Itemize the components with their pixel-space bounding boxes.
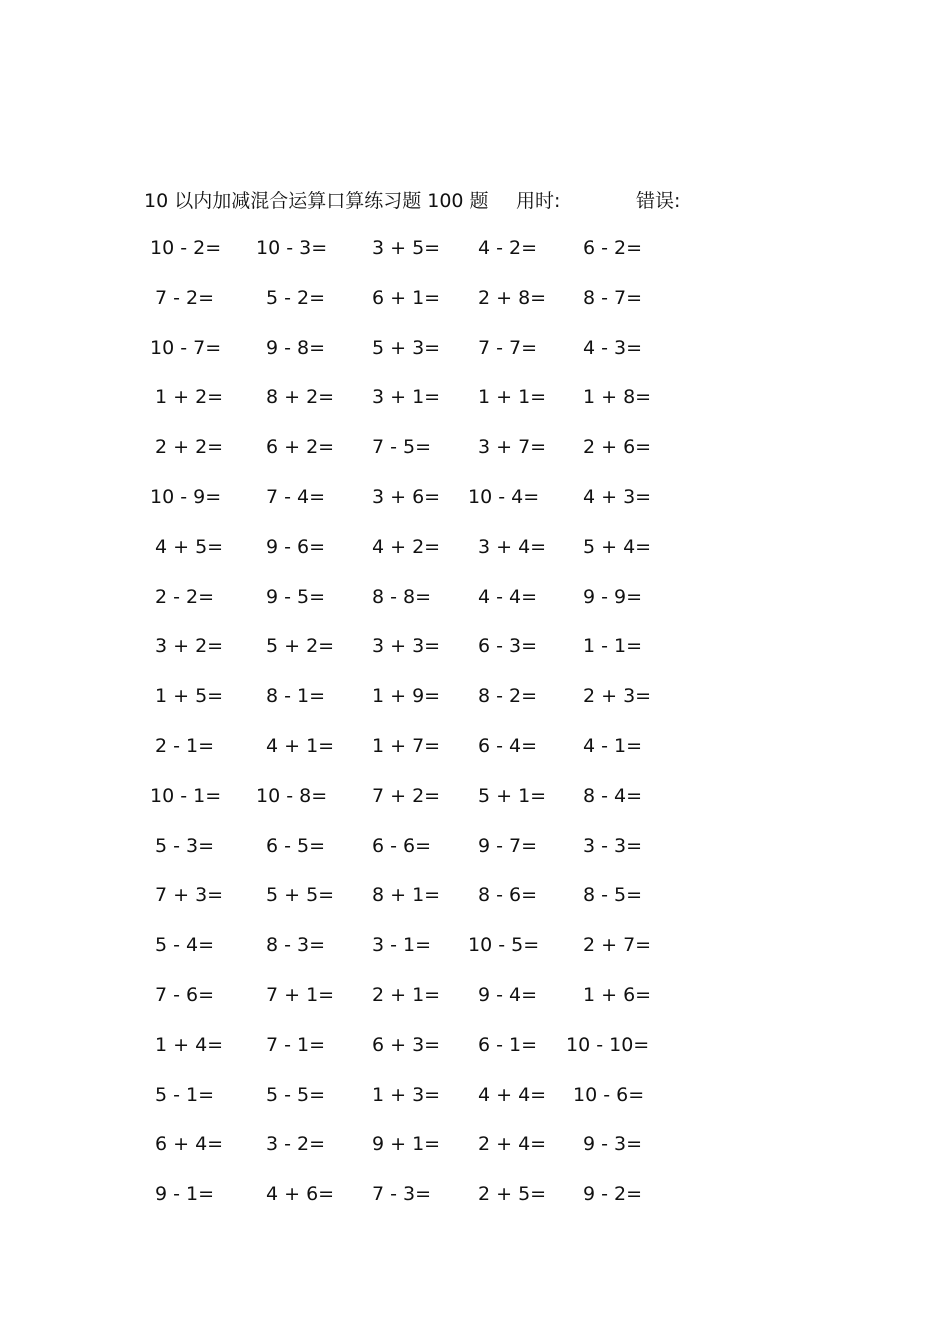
problem-item: 7 - 1= [266,1033,326,1056]
problem-item: 9 - 2= [583,1183,643,1206]
problem-item: 4 + 5= [155,535,224,558]
problem-item: 5 + 4= [583,535,652,558]
problem-item: 3 - 2= [266,1133,326,1156]
problem-item: 5 - 5= [266,1083,326,1106]
time-label: 用时: [516,190,561,212]
problem-item: 7 - 6= [155,984,215,1006]
problem-item: 4 - 4= [478,585,538,608]
problem-item: 8 + 1= [372,884,441,907]
problem-item: 4 + 2= [372,535,441,558]
problem-item: 8 - 6= [478,884,538,907]
problem-item: 2 + 3= [583,685,652,708]
problem-item: 2 + 7= [583,934,652,957]
problem-item: 9 - 4= [478,984,538,1006]
problem-item: 2 + 8= [478,286,547,309]
problem-item: 5 - 2= [266,286,326,309]
problem-item: 1 + 6= [583,984,652,1006]
problem-item: 9 + 1= [372,1133,441,1156]
problem-item: 9 - 5= [266,585,326,608]
problem-item: 6 - 2= [583,237,643,259]
problem-item: 10 - 1= [150,784,222,807]
problem-item: 8 + 2= [266,386,335,409]
problem-item: 6 + 1= [372,286,441,309]
problem-item: 1 + 2= [155,386,224,409]
problem-item: 10 - 2= [150,237,222,259]
problem-item: 5 + 1= [478,784,547,807]
problem-item: 10 - 3= [256,237,328,259]
problem-item: 7 + 1= [266,984,335,1006]
problem-item: 5 - 3= [155,834,215,857]
problem-item: 7 + 2= [372,784,441,807]
problem-item: 8 - 4= [583,784,643,807]
problem-item: 3 - 3= [583,834,643,857]
problem-item: 3 + 3= [372,635,441,658]
problem-item: 4 - 1= [583,735,643,757]
problem-item: 8 - 7= [583,286,643,309]
problem-item: 9 - 1= [155,1183,215,1206]
problem-item: 3 + 6= [372,486,441,508]
problem-item: 3 + 1= [372,386,441,409]
problem-item: 1 + 8= [583,386,652,409]
problem-item: 5 + 3= [372,336,441,359]
problem-item: 1 + 9= [372,685,441,708]
problem-item: 6 + 2= [266,436,335,459]
problem-item: 9 - 8= [266,336,326,359]
problem-item: 6 - 5= [266,834,326,857]
problem-item: 6 - 4= [478,735,538,757]
problem-item: 6 + 3= [372,1033,441,1056]
problem-item: 3 + 5= [372,237,441,259]
problem-item: 9 - 7= [478,834,538,857]
problem-item: 10 - 7= [150,336,222,359]
problem-item: 6 - 1= [478,1033,538,1056]
problem-item: 10 - 8= [256,784,328,807]
problem-item: 2 + 1= [372,984,441,1006]
problem-item: 6 - 6= [372,834,432,857]
problem-item: 2 + 6= [583,436,652,459]
problem-item: 10 - 5= [468,934,540,957]
problem-item: 8 - 1= [266,685,326,708]
problem-item: 6 + 4= [155,1133,224,1156]
problem-item: 7 - 7= [478,336,538,359]
problem-item: 8 - 3= [266,934,326,957]
problem-item: 8 - 2= [478,685,538,708]
problem-item: 2 + 5= [478,1183,547,1206]
worksheet-title: 10 以内加减混合运算口算练习题 100 题 [144,190,489,212]
problem-item: 3 + 2= [155,635,224,658]
problem-item: 5 + 5= [266,884,335,907]
problem-item: 9 - 6= [266,535,326,558]
problem-item: 6 - 3= [478,635,538,658]
problem-item: 1 + 7= [372,735,441,757]
problem-item: 5 - 4= [155,934,215,957]
problem-item: 10 - 4= [468,486,540,508]
problem-item: 5 - 1= [155,1083,215,1106]
problem-item: 2 + 2= [155,436,224,459]
problem-item: 1 + 1= [478,386,547,409]
problem-item: 5 + 2= [266,635,335,658]
problem-item: 3 + 4= [478,535,547,558]
problem-item: 1 + 5= [155,685,224,708]
problem-item: 8 - 5= [583,884,643,907]
problem-item: 1 + 3= [372,1083,441,1106]
problem-item: 7 - 4= [266,486,326,508]
problem-item: 7 - 3= [372,1183,432,1206]
error-label: 错误: [636,190,681,212]
problem-item: 10 - 6= [573,1083,645,1106]
problem-item: 4 - 3= [583,336,643,359]
problem-item: 7 + 3= [155,884,224,907]
problem-item: 4 + 4= [478,1083,547,1106]
problem-item: 10 - 10= [566,1033,650,1056]
problem-item: 3 - 1= [372,934,432,957]
problem-item: 7 - 2= [155,286,215,309]
problem-item: 7 - 5= [372,436,432,459]
problem-item: 4 - 2= [478,237,538,259]
problem-item: 1 - 1= [583,635,643,658]
problem-item: 10 - 9= [150,486,222,508]
problem-item: 2 + 4= [478,1133,547,1156]
problem-item: 2 - 1= [155,735,215,757]
problem-item: 4 + 3= [583,486,652,508]
problem-item: 4 + 1= [266,735,335,757]
problem-item: 4 + 6= [266,1183,335,1206]
problem-item: 9 - 9= [583,585,643,608]
problem-item: 1 + 4= [155,1033,224,1056]
problem-item: 9 - 3= [583,1133,643,1156]
problem-item: 2 - 2= [155,585,215,608]
problem-item: 3 + 7= [478,436,547,459]
problem-item: 8 - 8= [372,585,432,608]
